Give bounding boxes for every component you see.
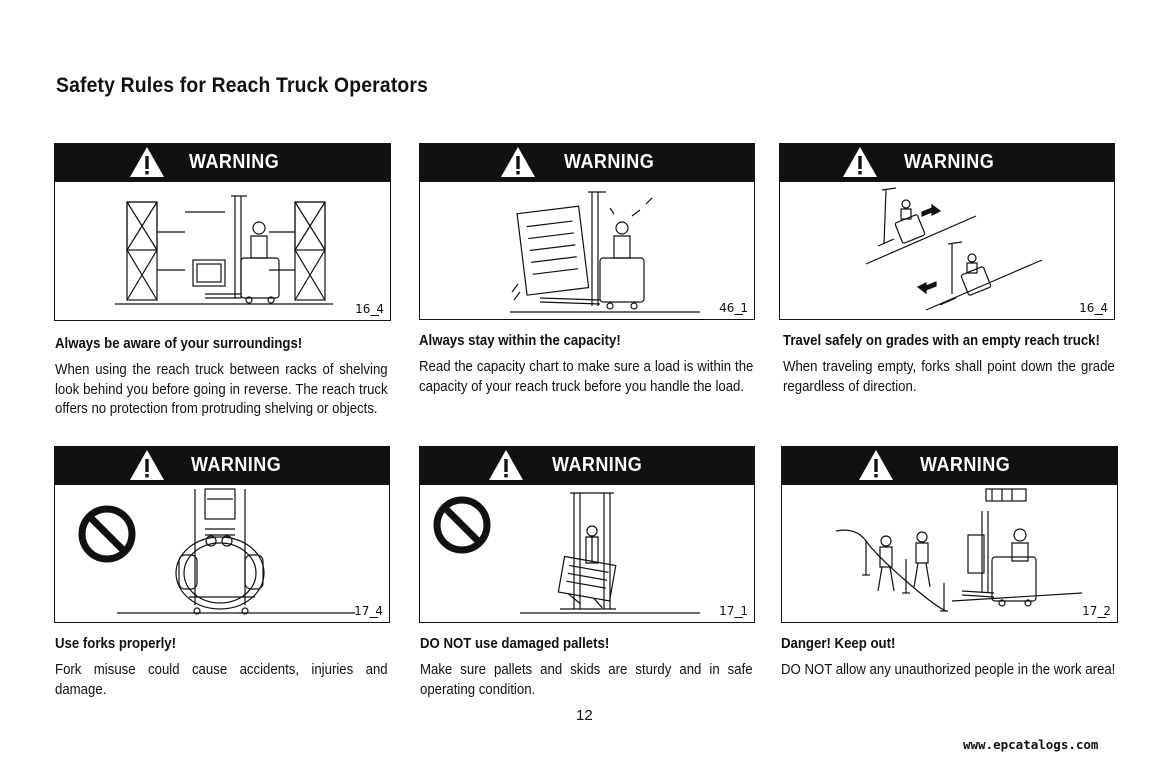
figure-code: 17_1 <box>719 604 748 618</box>
panel-body: DO NOT allow any unauthorized people in the work area! <box>781 661 1116 678</box>
panel-heading: Always stay within the capacity! <box>419 332 621 349</box>
panel-body: Fork misuse could cause accidents, injuries and damage. <box>55 661 388 698</box>
page-number: 12 <box>576 707 593 724</box>
illustration-truck-on-grade <box>780 182 1114 319</box>
prohibition-sign-icon <box>437 500 487 550</box>
panel-heading: DO NOT use damaged pallets! <box>420 635 610 652</box>
illustration-overloaded-truck <box>420 182 754 319</box>
warning-bar <box>420 144 754 182</box>
figure-code: 16_4 <box>355 302 384 316</box>
panel-heading: Travel safely on grades with an empty reach truck! <box>783 332 1100 349</box>
warning-box <box>419 446 755 623</box>
warning-triangle-icon <box>129 146 165 178</box>
warning-box <box>54 143 391 321</box>
warning-bar <box>782 447 1117 485</box>
figure-code: 16_4 <box>1079 301 1108 315</box>
warning-bar <box>780 144 1114 182</box>
warning-bar <box>55 447 389 485</box>
warning-box <box>419 143 755 320</box>
panel-body: When traveling empty, forks shall point down the grade regardless of direction. <box>783 358 1115 395</box>
warning-label: WARNING <box>920 454 1011 476</box>
panel-body: Make sure pallets and skids are sturdy and in safe operating condition. <box>420 661 753 698</box>
figure-code: 46_1 <box>719 301 748 315</box>
warning-triangle-icon <box>858 449 894 481</box>
warning-box <box>779 143 1115 320</box>
panel-body: Read the capacity chart to make sure a load is within the capacity of your reach truck before you handle the load. <box>419 358 754 395</box>
page-title: Safety Rules for Reach Truck Operators <box>56 74 429 97</box>
panel-body: When using the reach truck between racks of shelving look behind you before going in reverse. The reach truck offers no protection from protruding shelving or objects. <box>55 361 388 417</box>
warning-bar <box>55 144 390 182</box>
illustration-fork-misuse-prohibited <box>55 485 389 622</box>
panel-heading: Always be aware of your surroundings! <box>55 335 303 352</box>
warning-label: WARNING <box>189 151 280 173</box>
illustration-keep-out-barrier <box>782 485 1117 622</box>
panel-heading: Danger! Keep out! <box>781 635 896 652</box>
warning-label: WARNING <box>564 151 655 173</box>
warning-label: WARNING <box>552 454 643 476</box>
figure-code: 17_2 <box>1082 604 1111 618</box>
warning-bar <box>420 447 754 485</box>
illustration-damaged-pallet-prohibited <box>420 485 754 622</box>
warning-triangle-icon <box>488 449 524 481</box>
warning-triangle-icon <box>500 146 536 178</box>
watermark: www.epcatalogs.com <box>963 737 1099 752</box>
prohibition-sign-icon <box>82 509 132 559</box>
warning-label: WARNING <box>191 454 282 476</box>
warning-box <box>54 446 390 623</box>
panel-heading: Use forks properly! <box>55 635 177 652</box>
illustration-truck-between-racks <box>55 182 390 320</box>
warning-label: WARNING <box>904 151 995 173</box>
warning-triangle-icon <box>842 146 878 178</box>
warning-triangle-icon <box>129 449 165 481</box>
warning-box <box>781 446 1118 623</box>
figure-code: 17_4 <box>354 604 383 618</box>
